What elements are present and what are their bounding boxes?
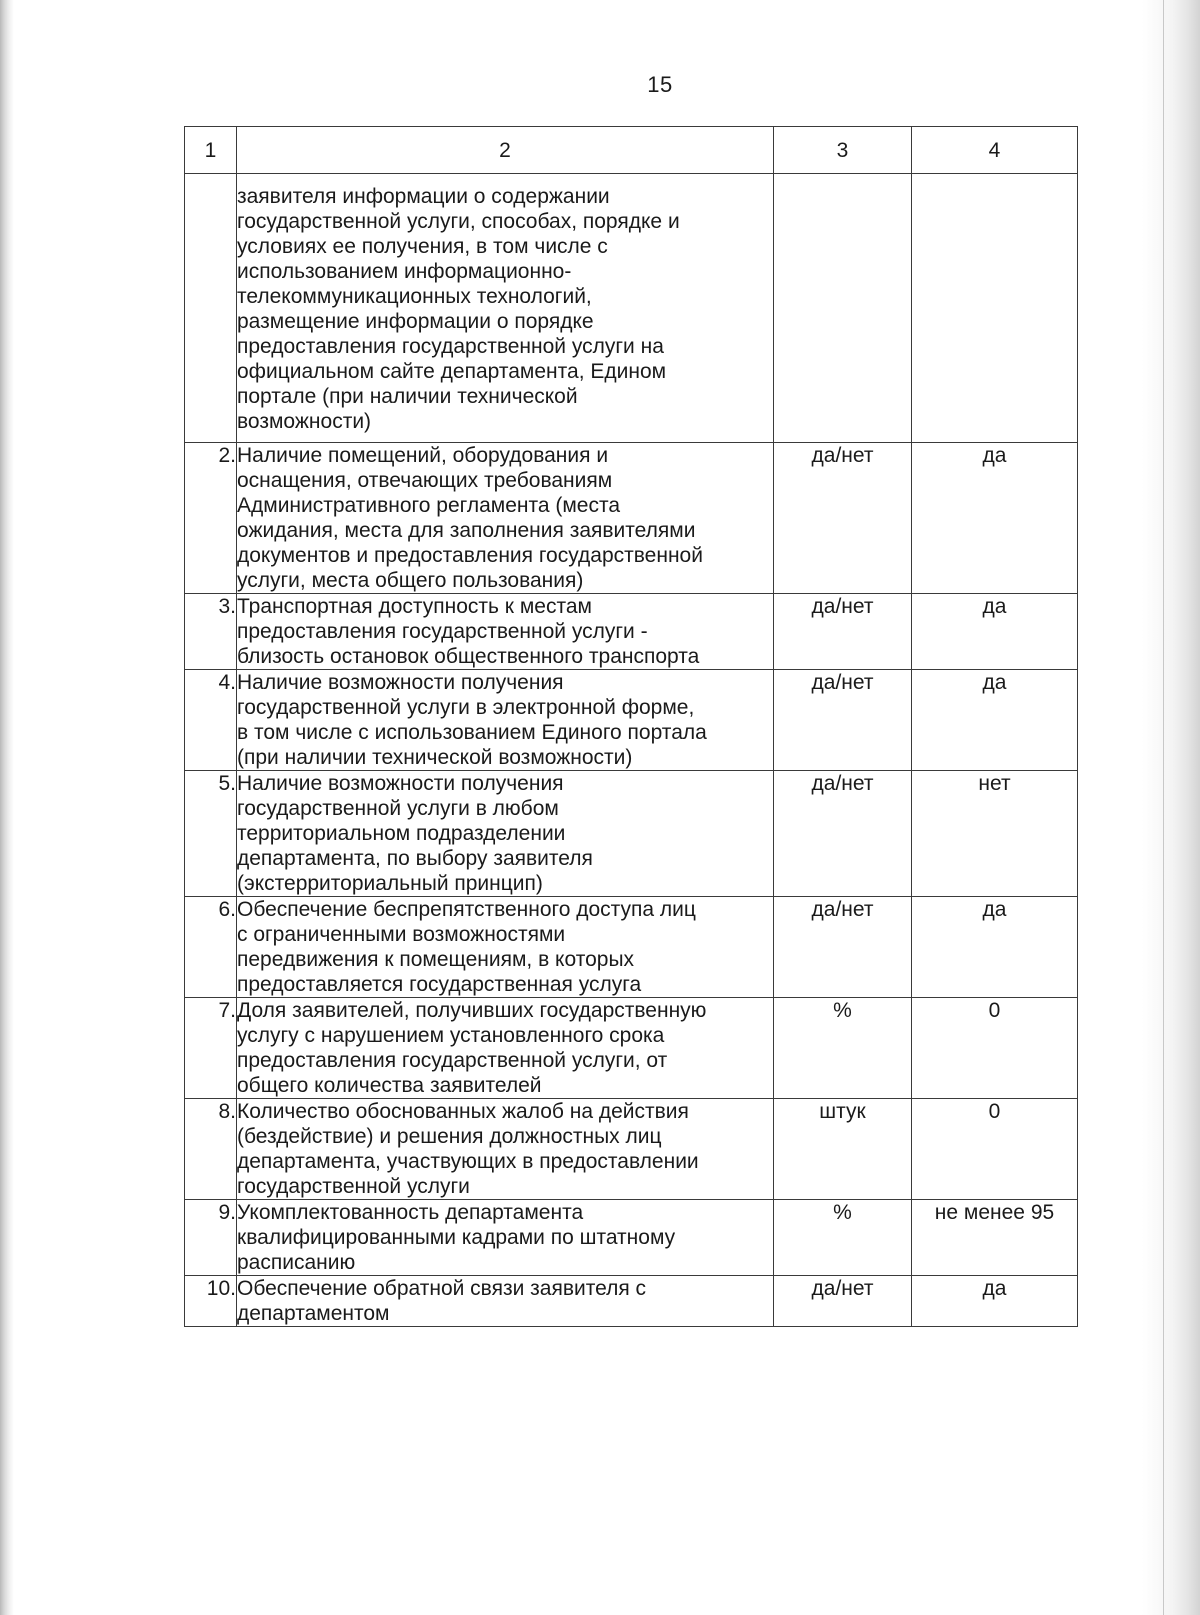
table-row xyxy=(185,897,1078,998)
row-value: да xyxy=(912,443,1078,594)
row-value: да xyxy=(912,1276,1078,1327)
row-description: Наличие возможности получения государственной услуги в любом территориальном подразделении департамента, по выбору заявителя (экстерриториальный принцип) xyxy=(237,771,774,897)
row-unit: да/нет xyxy=(774,670,912,771)
row-description: Транспортная доступность к местам предоставления государственной услуги - близость остановок общественного транспорта xyxy=(237,594,774,670)
row-unit: да/нет xyxy=(774,771,912,897)
row-unit: да/нет xyxy=(774,1276,912,1327)
table-row xyxy=(185,1099,1078,1200)
row-number-empty xyxy=(185,174,237,443)
row-value-empty xyxy=(912,174,1078,443)
scan-edge-left xyxy=(0,0,14,1615)
indicators-table xyxy=(184,126,1078,1327)
row-number: 10. xyxy=(185,1276,237,1327)
table-row xyxy=(185,670,1078,771)
row-description: Наличие помещений, оборудования и оснащения, отвечающих требованиям Административного регламента (места ожидания, места для заполнения заявителями документов и предоставления государственной услуги, места общего пользования) xyxy=(237,443,774,594)
row-value: 0 xyxy=(912,1099,1078,1200)
scan-line-right xyxy=(1163,0,1164,1615)
row-number: 7. xyxy=(185,998,237,1099)
row-number: 5. xyxy=(185,771,237,897)
header-col-2: 2 xyxy=(237,127,774,174)
table-row xyxy=(185,1276,1078,1327)
row-value: нет xyxy=(912,771,1078,897)
table-row xyxy=(185,998,1078,1099)
table-header-row xyxy=(185,127,1078,174)
row-number: 2. xyxy=(185,443,237,594)
row-number: 8. xyxy=(185,1099,237,1200)
table-row xyxy=(185,443,1078,594)
table-row xyxy=(185,1200,1078,1276)
row-description: Количество обоснованных жалоб на действия (бездействие) и решения должностных лиц департамента, участвующих в предоставлении государственной услуги xyxy=(237,1099,774,1200)
row-unit: % xyxy=(774,998,912,1099)
row-value: да xyxy=(912,594,1078,670)
row-number: 3. xyxy=(185,594,237,670)
header-col-4: 4 xyxy=(912,127,1078,174)
header-col-1: 1 xyxy=(185,127,237,174)
row-unit: да/нет xyxy=(774,594,912,670)
row-number: 6. xyxy=(185,897,237,998)
row-description: Обеспечение обратной связи заявителя с департаментом xyxy=(237,1276,774,1327)
row-description: Доля заявителей, получивших государственную услугу с нарушением установленного срока предоставления государственной услуги, от общего количества заявителей xyxy=(237,998,774,1099)
page-number: 15 xyxy=(647,72,673,97)
table-row-continuation xyxy=(185,174,1078,443)
row-unit-empty xyxy=(774,174,912,443)
row-description: Обеспечение беспрепятственного доступа лиц с ограниченными возможностями передвижения к помещениям, в которых предоставляется государственная услуга xyxy=(237,897,774,998)
scan-edge-right xyxy=(1142,0,1200,1615)
row-unit: да/нет xyxy=(774,897,912,998)
row-number: 9. xyxy=(185,1200,237,1276)
row-unit: да/нет xyxy=(774,443,912,594)
table-row xyxy=(185,771,1078,897)
row-unit: % xyxy=(774,1200,912,1276)
header-col-3: 3 xyxy=(774,127,912,174)
row-value: да xyxy=(912,897,1078,998)
row-value: 0 xyxy=(912,998,1078,1099)
row-value: да xyxy=(912,670,1078,771)
row-unit: штук xyxy=(774,1099,912,1200)
table-row xyxy=(185,594,1078,670)
row-value: не менее 95 xyxy=(912,1200,1078,1276)
row-description: Укомплектованность департамента квалифицированными кадрами по штатному расписанию xyxy=(237,1200,774,1276)
row-description: заявителя информации о содержании государственной услуги, способах, порядке и условиях ее получения, в том числе с использованием информационно- телекоммуникационных технологий, размещение информации о порядке предоставления государственной услуги на официальном сайте департамента, Едином портале (при наличии технической возможности) xyxy=(237,174,774,443)
row-description: Наличие возможности получения государственной услуги в электронной форме, в том числе с использованием Единого портала (при наличии технической возможности) xyxy=(237,670,774,771)
row-number: 4. xyxy=(185,670,237,771)
